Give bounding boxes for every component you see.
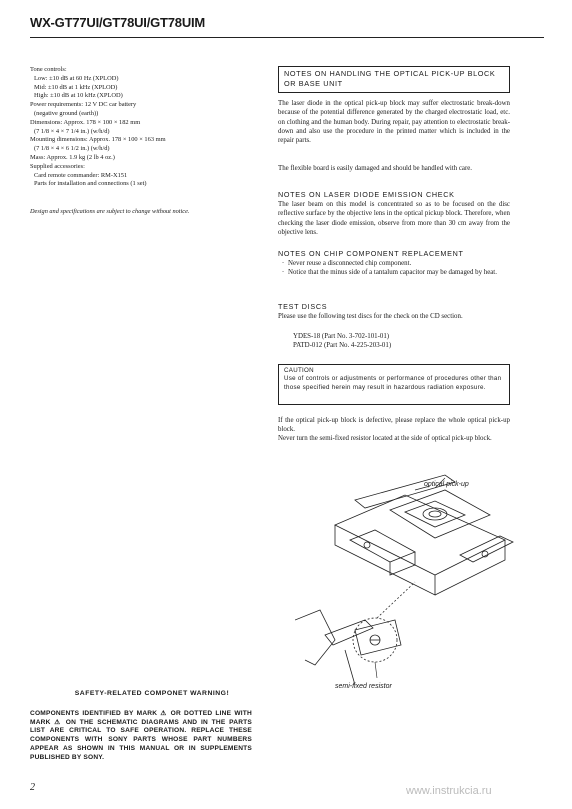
optical-pickup-paragraph-1: The laser diode in the optical pick-up block may suffer electrostatic break-down because of the potential difference generated by the charged electrostatic load, etc. on clothing and the human body. During repair, pay attention to electrostatic break-down and also use the procedure in the printed matter which is included in the repair parts. [278, 100, 510, 145]
header-rule [30, 37, 544, 38]
chip-replacement-heading: NOTES ON CHIP COMPONENT REPLACEMENT [278, 249, 464, 258]
optical-pickup-diagram [295, 470, 525, 690]
laser-emission-heading: NOTES ON LASER DIODE EMISSION CHECK [278, 190, 455, 199]
spec-line: Dimensions: Approx. 178 × 100 × 182 mm [30, 118, 141, 126]
semi-fixed-resistor-paragraph: Never turn the semi-fixed resistor located at the side of optical pick-up block. [278, 435, 492, 442]
safety-warning-text: COMPONENTS IDENTIFIED BY MARK ⚠ OR DOTTED LINE WITH MARK ⚠ ON THE SCHEMATIC DIAGRAMS AND IN THE PARTS LIST ARE CRITICAL TO SAFE OPERATION. REPLACE THESE COMPONENTS WITH SONY PARTS WHOSE PART NUMBERS APPEAR AS SHOWN IN THIS MANUAL OR IN SUPPLEMENTS PUBLISHED BY SONY. [30, 710, 252, 761]
spec-line: Parts for installation and connections (1 set) [34, 180, 147, 188]
optical-pickup-paragraph-2: The flexible board is easily damaged and should be handled with care. [278, 165, 473, 172]
safety-warning-title: SAFETY-RELATED COMPONET WARNING! [74, 690, 230, 697]
semi-fixed-resistor-detail [353, 582, 415, 662]
watermark: www.instrukcia.ru [406, 785, 492, 797]
list-item-text: Notice that the minus side of a tantalum capacitor may be damaged by heat. [288, 269, 497, 277]
list-item [278, 268, 510, 277]
test-discs-paragraph: Please use the following test discs for the check on the CD section. [278, 313, 463, 320]
defective-pickup-paragraph: If the optical pick-up block is defective, please replace the whole optical pick-up block. [278, 417, 510, 434]
spec-line: Mass: Approx. 1.9 kg (2 lb 4 oz.) [30, 153, 115, 161]
test-discs-heading: TEST DISCS [278, 302, 328, 311]
specifications-block [30, 66, 250, 189]
test-disc-item: PATD-012 (Part No. 4-225-203-01) [293, 342, 392, 349]
list-item-text: Never reuse a disconnected chip component. [288, 260, 412, 267]
spec-line: Power requirements: 12 V DC car battery [30, 101, 137, 109]
chip-replacement-list [278, 259, 510, 278]
laser-emission-paragraph: The laser beam on this model is concentrated so as to be focused on the disc reflective surface by the objective lens in the optical pickup block. Therefore, when checking the laser diode emission, observe from more than 30 cm away from the objective lens. [278, 201, 510, 236]
optical-pickup-notes-title: NOTES ON HANDLING THE OPTICAL PICK-UP BLOCK OR BASE UNIT [278, 66, 510, 93]
specifications-note: Design and specifications are subject to change without notice. [30, 208, 190, 215]
test-disc-item: YDES-18 (Part No. 3-702-101-01) [293, 333, 390, 340]
manual-title: WX-GT77UI/GT78UI/GT78UIM [30, 15, 206, 30]
spec-line: (negative ground (earth)) [34, 109, 99, 117]
spec-line: High: ±10 dB at 10 kHz (XPLOD) [34, 92, 123, 100]
caution-text: Use of controls or adjustments or performance of procedures other than those specified herein may result in hazardous radiation exposure. [284, 375, 502, 391]
spec-line: Mid: ±10 dB at 1 kHz (XPLOD) [34, 83, 118, 91]
spec-line: Low: ±10 dB at 60 Hz (XPLOD) [34, 74, 119, 82]
spec-line: Supplied accessories: [30, 162, 85, 170]
spec-line: (7 1/8 × 4 × 7 1/4 in.) (w/h/d) [34, 127, 110, 135]
caution-box [278, 364, 510, 405]
spec-line: Card remote commander: RM-X151 [34, 171, 128, 179]
bullet-icon: · [281, 269, 285, 277]
caution-title: CAUTION [284, 367, 314, 374]
spec-line: (7 1/8 × 4 × 6 1/2 in.) (w/h/d) [34, 145, 110, 153]
bullet-icon: · [281, 260, 285, 267]
semi-fixed-resistor-label: semi-fixed resistor [335, 683, 392, 690]
optical-pickup-label: optical pick-up [424, 481, 469, 488]
spec-line: Mounting dimensions: Approx. 178 × 100 × 163 mm [30, 136, 166, 144]
list-item [278, 259, 510, 268]
page-number: 2 [30, 782, 35, 793]
spec-line: Tone controls: [30, 66, 67, 73]
